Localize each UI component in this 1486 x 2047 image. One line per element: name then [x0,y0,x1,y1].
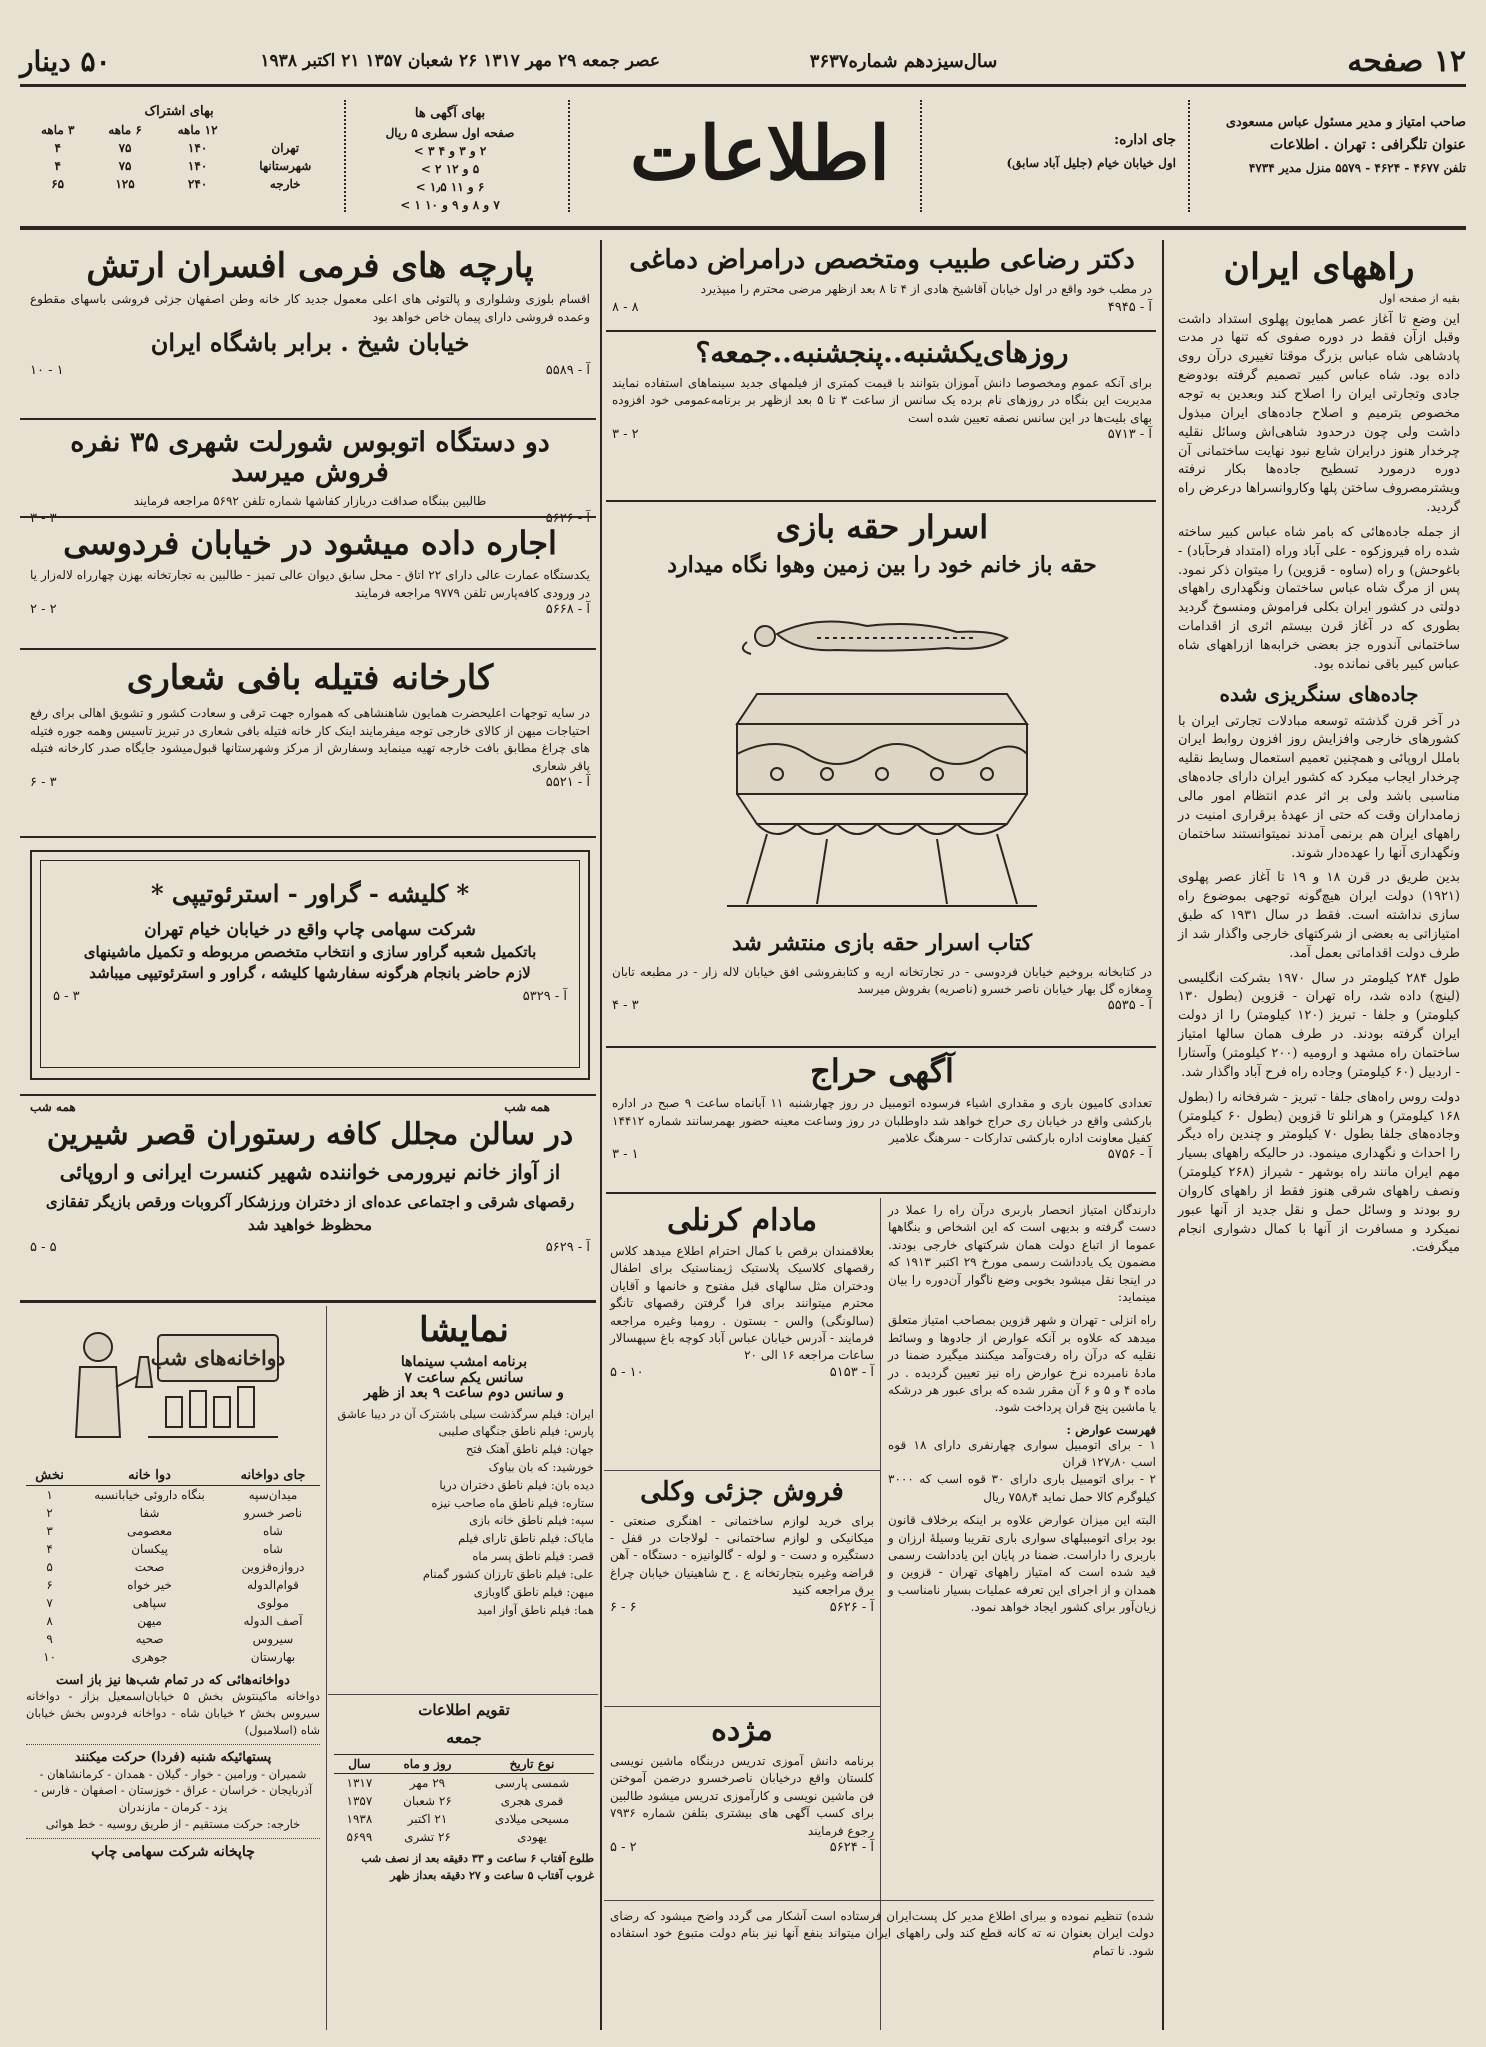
ad-code: آ - ۵۶۲۹ [545,1240,590,1255]
table-row: شهرستانها ۱۴۰ ۷۵ ۴ [54,159,312,173]
ad-title: پارچه های فرمی افسران ارتش [86,246,534,286]
list-item: ۲ - برای اتومبیل باری دارای ۳۰ قوه اسب که ۳۰۰۰ کیلوگرم کالا حمل نماید ۷۵۸٫۴ ریال [888,1472,1156,1504]
ad-text: برای خرید لوازم ساختمانی - اهنگری صنعتی - میکانیکی و لوازم ساختمانی - لولاجات در قفل - دستگیره و دست - و لوله - گالوانیزه - دستگاه - آهن قراضه وغیره بتجارتخانه ع . ح شاهینیان خیابان چراغ برق مراجعه کنید [610,1513,874,1598]
ad-sale [610,1478,874,1615]
list-item: پارس: فیلم ناطق جنگهای صلیبی [438,1424,594,1439]
subs-title: بهای اشتراک [144,104,214,119]
ad-auction [612,1054,1152,1162]
article-paragraph: در آخر قرن گذشته توسعه مبادلات تجارتی ایران با کشورهای خارجی وافزایش روز افزون روابط ایران باملل اروپائی و همچنین تعمیم استعمال وسایط نقلیه چرخدار ایجاب میکرد که کشور ایران دارای جاده‌های مناسبی باشد ولی بر اثر عدم انتظام امور مالی زمامداران وقت که حتی از عهدهٔ برقراری امنیت در راههای ایران هم برنمی آمدند نمیتوانستند ساختمان ونگهداری آنها را عهده‌دار شوند. [1178,713,1460,861]
ad-title: مژده [711,1713,773,1748]
ad-code-row [30,775,590,790]
pharmacy-section [26,1312,320,1861]
cinema-listings [334,1312,594,1619]
ad-code: آ - ۵۶۶۸ [545,601,590,617]
magic-illustration [612,589,1152,919]
ad-text: تعدادی کامیون باری و مقداری اشیاء فرسوده اتومبیل در روز چهارشنبه ۱۱ آبانماه ساعت ۹ صبح در اداره بارکشی واقع در خیابان ری حراج خواهد شد داوطلبان در روز وساعت معینه حضور بهمرسانند شماره ۱۴۴۱۲ کفیل معاونت اداره بارکشی تدارکات - سرهنگ علامیر [612,1096,1152,1145]
ad-code: آ - ۵۳۲۹ [522,989,567,1005]
ad-code-row [30,363,590,378]
calendar [334,1702,594,1882]
sunrise-text: طلوع آفتاب ۶ ساعت و ۳۳ دقیقه بعد از نصف شب [361,1852,594,1866]
article-subtitle: بقیه از صفحه اول [1379,291,1460,305]
ad-kernel [610,1204,874,1380]
ad-title: روزهای‌یکشنبه..پنجشنبه..جمعه؟ [695,336,1069,369]
ad-code: آ - ۵۶۲۶ [545,510,590,526]
list-title: فهرست عوارض : [1066,1422,1156,1437]
table-head: نوع تاریخ [509,1757,555,1772]
list-item: قصر: فیلم ناطق پسر ماه [472,1549,594,1564]
section-text: شمیران - ورامین - خوار - گیلان - همدان - کرمانشاهان - آذربایجان - خراسان - عراق - خوزستان - اصفهان - فارس - یزد - کرمان - مازندران [33,1766,313,1814]
ad-code: آ - ۵۶۲۴ [829,1839,874,1855]
logo [610,96,910,212]
ad-wick-factory [30,660,590,790]
table-row: مولوی سپاهی ۷ [46,1596,289,1610]
logo-text: اطلاعات [630,111,890,197]
office-title: جای اداره: [1113,132,1176,148]
ad-code: آ - ۵۵۳۵ [1107,998,1152,1014]
subs-head: ۱۲ ماهه [177,123,218,137]
ad-title: کارخانه فتیله بافی شعاری [126,658,494,698]
ad-code: آ - ۴۹۴۵ [1107,299,1152,315]
ad-text: لازم حاضر بانجام هرگونه سفارشها کلیشه ، گراور و استرئوتیپی میباشد [89,963,531,982]
table-head: دوا خانه [128,1468,171,1483]
ad-num: ۱ - ۱۰ [30,362,64,378]
article-paragraph: البته این میزان عوارض علاوه بر اینکه برخلاف قانون بود برای اتومبیلهای سواری باری تقریبا وسیلهٔ ارزان و باربری را داراست. ضمنا در پایان این یادداشت رسمی قید شده است که امتیاز راههای تهران - قزوین و همدان و از اجرای این تعرفه عملیات بسیار نامناسب و زیان‌آور برای کشور ایجاد خواهد نمود. [888,1513,1156,1615]
ad-good-news [610,1714,874,1855]
section-title: نمایشا [419,1310,509,1350]
table-row: بهارستان جوهری ۱۰ [43,1650,296,1664]
table-row: ناصر خسرو شفا ۲ [46,1506,303,1520]
ad-rate-line: ۲ و ۳ و ۴ ۳ > [413,143,487,158]
list-item: میهن: فیلم ناطق گاوبازی [473,1584,594,1599]
ad-code-row [610,1365,874,1380]
office-block [946,128,1176,175]
table-row: سیروس صحیه ۹ [46,1632,294,1646]
section-subtitle: پستهائیکه شنبه (فردا) حرکت میکنند [74,1750,272,1766]
ad-code-row [30,1240,590,1255]
table-row: شمسی پارسی ۲۹ مهر ۱۳۱۷ [346,1776,570,1791]
list-item: دیده بان: فیلم ناطق دختران دریا [439,1477,594,1492]
ad-title: اسرار حقه بازی [775,508,989,546]
pharmacist-drawing [58,1317,288,1457]
table-row: قوام‌الدوله خیر خواه ۶ [46,1578,299,1592]
ad-num: ۱۰ - ۵ [610,1364,644,1380]
ad-text: برای آنکه عموم ومخصوصا دانش آموزان بتوانند با قیمت کمتری از فیلمهای جدید سینماهای استفاده نمایند مدیریت این بنگاه در روزهای نام برده یک سانس از ساعت ۳ تا ۵ بعد ازظهر بر برنامه‌عمومی خود افزوده بهای بلیت‌ها در این سانس نصفه تعیین شده است [612,375,1153,425]
ad-text: شرکت سهامی چاپ واقع در خیابان خیام تهران [144,920,476,941]
section-subtitle: سانس یکم ساعت ۷ [404,1369,524,1386]
subs-head: ۳ ماهه [40,123,75,137]
ad-num: ۲ - ۲ [30,601,57,617]
ad-rate-line: ۵ و ۱۲ ۲ > [420,161,480,176]
ad-subtitle: حقه باز خانم خود را بین زمین وهوا نگاه میدارد [667,552,1097,579]
article-paragraph: شده) تنظیم نموده و ببرای اطلاع مدیر کل پست‌ایران فرستاده است آشکار می گردد واضح میشود که رضای دولت ایران بعنوان نه ته کانه قطع کند ولی راههای ایران میتواند بنفع آنها نیز بنام دولت متبوع خود استفاده شود. نا تمام [610,1909,1154,1958]
ad-num: ۳ - ۶ [30,774,57,790]
year-issue: سال‌سیزدهم شماره۳۶۳۷ [809,50,998,72]
table-row: میدان‌سپه بنگاه داروئی خیابانسبه ۱ [46,1488,298,1502]
ad-num: ۲ - ۵ [610,1839,637,1855]
ad-code-row [612,998,1152,1013]
issue-date: عصر جمعه ۲۹ مهر ۱۳۱۷ ۲۶ شعبان ۱۳۵۷ ۲۱ اکتبر ۱۹۳۸ [260,51,660,71]
ad-title: دکتر رضاعی طبیب ومتخصص درامراض دماغی [629,245,1135,275]
ad-rate-line: صفحه اول سطری ۵ ریال [385,125,515,140]
ad-code-row [30,602,590,617]
article-paragraph: طول ۲۸۴ کیلومتر در سال ۱۹۷۰ بشرکت انگلیسی (لینچ) داده شد، راه تهران - قزوین (بطول ۱۳۰ کیلومتر) و جلفا - تبریز (۱۲۰ کیلومتر) را از دولت ایران گرفته بودند. در طرف همان سالها امتیاز ساختمان راه مشهد و ارومیه (۲۰۰ کیلومتر) وآستارا - اردبیل (۶۰ کیلومتر) وجاده راه فرح آباد واگذار شد. [1178,970,1461,1080]
ad-text: در کتابخانه بروخیم خیابان فردوسی - در تجارتخانه اریه و کتابفروشی افق خیابان لاله زار - در مطبعه تابان ومغازه گل بهار خیابان ناصر خسرو (ناصریه) بفروش میرسد [612,964,1152,996]
list-item: مایاک: فیلم ناطق تارای فیلم [458,1531,594,1546]
list-item: علی: فیلم ناطق تارزان کشور گمنام [422,1566,594,1581]
ad-rate-line: ۶ و ۱۱ ۱٫۵ > [415,179,485,194]
table-head: سال [348,1757,371,1772]
article-paragraph: بدین طریق در قرن ۱۸ و ۱۹ تا آغاز عصر پهلوی (۱۹۲۱) دولت ایران هیچ‌گونه توجهی بموضوع راه سازی نداشته است. فقط در سال ۱۹۳۱ که طبق امتیازاتی به بعضی از شرکتهای خارجی واگذار شد از طرف دولت اقداماتی بعمل آمد. [1178,870,1461,961]
ad-text: برنامه دانش آموزی تدریس دربنگاه ماشین نویسی کلستان واقع درخیابان ناصرخسرو درضمن آموختن فن ماشین نویسی و کارآموزی تدریس میشود طالبین برای کسب آگهی های بیشتری بتلفن شماره ۷۹۳۶ رجوع فرمایند [610,1754,874,1838]
ad-num: ۲ - ۳ [612,426,639,442]
section-text: خارجه: حرکت مستقیم - از طریق روسیه - خط هوائی [45,1816,301,1831]
ad-code-row [612,427,1152,442]
ad-title: دو دستگاه اتوبوس شورلت شهری ۳۵ نفره فروش میرسد [70,427,550,488]
list-item: ۱ - برای اتومبیل سواری چهارنفری دارای ۱۸ قوه اسب ۱۲۷٫۸۰ قران [888,1437,1156,1470]
list-item: خورشید: که بان بیاوک [488,1460,594,1474]
table-row: مسیحی میلادی ۲۱ اکتبر ۱۹۳۸ [346,1812,570,1827]
cafe-tags [30,1100,590,1114]
ad-num: ۵ - ۵ [30,1240,57,1255]
ad-subtitle: کتاب اسرار حقه بازی منتشر شد [731,930,1033,957]
ad-num: ۱ - ۳ [612,1147,639,1163]
ad-code-row [610,1840,874,1855]
table-head: نخش [35,1468,64,1483]
ad-title: * کلیشه - گراور - استرئوتیپی * [150,879,470,908]
ad-num: ۳ - ۵ [53,989,80,1005]
ad-cinema-notice [612,338,1152,442]
ad-code: آ - ۵۵۲۱ [545,774,590,790]
ad-cliche [30,850,590,1080]
price: ۵۰ دینار [20,44,111,78]
section-text: دواخانه ماکینتوش بخش ۵ خیابان‌اسمعیل بزاز - دواخانه سیروس بخش ۲ خیابان شاه - دواخانه فردوس بخش خیابان شاه (اسلامبول) [26,1689,321,1737]
ad-num: ۸ - ۸ [612,299,639,315]
ad-text: رقصهای شرقی و اجتماعی عده‌ای از دختران ورزشکار آکروبات ورقص بازیگر تفقازی محظوظ خواهید شد [45,1193,575,1234]
ad-bus [30,428,590,526]
article-end [610,1908,1154,1960]
ad-code: آ - ۵۶۲۶ [829,1599,874,1615]
ad-title: در سالن مجلل کافه رستوران قصر شیرین [46,1117,574,1152]
ad-text: یکدستگاه عمارت عالی دارای ۲۲ اتاق - محل سابق دیوان عالی تمیز - طالبین به تجارتخانه بهزن چهارراه لاله‌زار یا در ورودی کافه‌پارس تلفن ۹۷۷۹ مراجعه فرمایند [30,568,590,600]
ad-text: در مطب خود واقع در اول خیابان آقاشیخ هادی از ۴ تا ۸ بعد ازظهر مرضی محترم را میپذیرد [700,281,1152,296]
article-paragraph: دولت روس راه‌های جلفا - تبریز - شرفخانه را (بطول ۱۶۸ کیلومتر) و هرانلو تا قزوین (بطول ۶۰ کیلومتر) وجاده‌های جلفا بطول ۷۰ کیلومتر و چندین راه دیگر را احداث و نگهداری مینمود. در حالیکه راههای بسیار مهم ایران مانند راه بوشهر - شیراز (۲۶۸ کیلومتر) ونصف راههای شرقی هنوز فقط از راههای کاروان رو بودند و وسائل حمل و نقل جدید از آنها عبور نمیکرد و مسافرت از آنها با کمال دشواری انجام میگرفت. [1178,1089,1460,1256]
article-paragraph: دارندگان امتیاز انحصار باربری درآن راه را عملا در دست گرفته و بدیهی است که این اشخاص و بنگاهها عموما از اتباع دولت همان شرکتهای خارجی بودند. مضمون یک یادداشت رسمی مورخ ۲۹ اکتبر ۱۹۱۳ که در اینجا نقل میشود بخوبی وضع ناگوار آن‌دوره را بیان مینماید: [888,1203,1156,1304]
list-item: ستاره: فیلم ناطق ماه صاحب نیزه [431,1495,594,1510]
ad-text: در سایه توجهات اعلیحضرت همایون شاهنشاهی که همواره جهت ترقی و سعادت کشور و تشویق اهالی برای رفع احتیاجات میهن از کالای خارجی توجه میفرمایند اینک کار خانه فتیله بافی شعاری در تبریز تاسیس وهمه جوره فتیله های چراغ مطابق بافت خارجه تهیه مینماید وسفارش از مرکز وشهرستانها قبول‌میشود جایگاه صدر کارخانه فتیله پاقر شعاری [30,706,590,773]
ad-code-row [612,1147,1152,1162]
section-subtitle: برنامه امشب سینماها [400,1354,528,1371]
ad-doctor [612,246,1152,315]
list-item: سپه: فیلم ناطق خانه بازی [469,1513,594,1528]
article-title: راههای ایران [1223,246,1415,288]
section-subtitle: و سانس دوم ساعت ۹ بعد از ظهر [364,1385,564,1402]
levitation-drawing [717,594,1047,914]
ad-text: طالبین ببنگاه صداقت دربازار کفاشها شماره تلفن ۵۶۹۲ مراجعه فرمایند [133,494,487,509]
ad-tag: همه شب [30,1100,76,1114]
table-row: قمری هجری ۲۶ شعبان ۱۳۵۷ [346,1794,564,1809]
ad-num: ۳ - ۳ [30,510,57,526]
list-item: ایران: فیلم سرگذشت سیلی باشترک آن در دیبا عاشق [337,1406,594,1421]
ad-num: ۳ - ۴ [612,998,639,1014]
ad-code-row [53,989,567,1004]
ad-code: آ - ۵۱۵۳ [829,1364,874,1380]
sunset-text: غروب آفتاب ۵ ساعت و ۲۷ دقیقه بعداز ظهر [390,1869,594,1883]
ad-title: فروش جزئی وکلی [640,1477,844,1507]
subscription-rates [24,104,334,193]
office-address: اول خیابان خیام (جلیل آباد سابق) [1006,156,1176,171]
table-row: شاه معصومی ۳ [46,1524,283,1538]
pharmacy-sign: دواخانه‌های شب [150,1346,286,1370]
table-row: یهودی ۲۶ تشری ۵۶۹۹ [346,1830,547,1845]
masthead-bar [20,44,1466,78]
ad-title: اجاره داده میشود در خیابان فردوسی [63,524,557,562]
ad-code-row [610,1600,874,1615]
ad-title: مادام کرنلی [666,1203,818,1238]
ad-rates [350,104,550,214]
pharmacy-illustration [26,1312,320,1462]
ad-magic-book [612,510,1152,1013]
ad-title: آگهی حراج [810,1052,954,1090]
calendar-table [334,1754,594,1846]
list-item: هما: فیلم ناطق آواز امید [477,1602,594,1617]
pharmacy-table [26,1466,320,1666]
ad-code: آ - ۵۵۸۹ [545,362,590,378]
ad-rates-title: بهای آگهی ها [414,106,486,121]
list-item: جهان: فیلم ناطق آهنک فتح [465,1442,594,1457]
ad-tag: همه شب [504,1100,550,1114]
subs-head: ۶ ماهه [108,123,142,137]
ad-num: ۶ - ۶ [610,1599,637,1615]
publisher-line: چاپخانه شرکت سهامی چاپ [91,1844,255,1861]
ad-uniform [30,248,590,378]
table-row: آصف الدوله میهن ۸ [46,1614,303,1628]
table-row: خارجه ۲۴۰ ۱۲۵ ۶۵ [51,177,301,191]
section-subtitle: دواخانه‌هائی که در تمام شب‌ها نیز باز است [56,1673,290,1688]
ad-text: بعلاقمندان برقص با کمال احترام اطلاع میدهد کلاس رقصهای کلاسیک پلاستیک ژیمناستیک برای اطفال ودختران مثل سالهای قبل مفتوح و خانمها و آقایان محترم میتوانند برای فرا گرفتن رقصهای تانگو (سالونگی) والس - بستون . رومبا وغیره مراجعه فرمایند - آدرس خیابان عباس آباد کوچه باغ سپهسالار ساعات مراجعه ۱۶ الی ۲۰ [610,1244,874,1363]
ad-text: باتکمیل شعبه گراور سازی و انتخاب متخصص مربوطه و تکمیل ماشینهای [83,943,537,962]
article-paragraph: راه انزلی - تهران و شهر قزوین بمصاحب امتیاز متعلق میدهد که علاوه بر آنکه عوارض از جادوها و وسائط نقلیه که درآن راه رفت‌وآمد میکنند میگیرد ضمنا در مادهٔ نامبرده نرخ عوارض راه نیز تعیین گردیده . در ماده ۴ و ۵ و ۶ آن مقرر شده که برای عبور هر درشکه یا ماشین پنج قران پرداخت شود. [888,1313,1156,1415]
table-row: دروازه‌قزوین صحت ۵ [46,1560,305,1574]
owner-block [1211,112,1466,178]
article-subheading: جاده‌های سنگریزی شده [1219,681,1419,706]
table-row: شاه پیکسان ۴ [46,1542,283,1556]
table-head: جای دواخانه [240,1468,306,1483]
telegraph-line: عنوان تلگرافی : تهران . اطلاعات [1269,137,1466,154]
ad-code-row [612,300,1152,315]
ad-cafe [30,1100,590,1255]
article-roads-cont [888,1202,1156,1617]
calendar-day: جمعه [446,1727,482,1747]
table-head: روز و ماه [403,1757,452,1772]
article-iran-roads [1178,248,1460,1258]
article-paragraph: این وضع تا آغاز عصر همایون پهلوی استداد داشت وقبل ازآن فقط در دوره صفوی که تنها در مدت پادشاهی شاه عباس بزرگ موقتا تغییری درآن روی داده بود. شاه عباس کبیر تصمیم گرفته بودوضع جادی وتجارتی ایران را اصلاح کند وبعدین به توجه مخصوص بترمیم و اصلاح جاده‌های ایران مبذول داشت ولی چون درحدود شاهی‌اش وسائل نقلیه چرخدار هنوز درایران شایع نبود نهایت ساختمانی آن دوره درمورد تسطیح جاده‌ها بکار نرفته ویشترمصروف ساختن پلها وکاروانسراها درعرض راه گردید. [1178,311,1460,516]
ad-address: خیابان شیخ . برابر باشگاه ایران [150,328,470,358]
article-paragraph: از جمله جاده‌هائی که بامر شاه عباس کبیر ساخته شده راه فیروزکوه - علی آباد وراه (امتداد فرحآباد) - باغوحش) و راه (ساوه - قزوین) را میتوان ذکر نمود. پس از مرگ شاه عباس ساختمان ونگهداری راههای دولتی در کشور ایران بکلی فراموش ومنسوخ گردید بطوری که در آغاز قرن بیستم اثری از اقدامات ساختمانی آندوره جز بعضی خرابه‌ها ازراههای شاه عباس کبیر باقی نمانده بود. [1178,524,1460,672]
owner-line: صاحب امتیاز و مدیر مسئول عباس مسعودی [1225,115,1466,130]
ad-code: آ - ۵۷۵۶ [1107,1147,1152,1163]
ad-rent [30,526,590,617]
ad-text: اقسام بلوزی وشلواری و پالتوئی های اعلی معمول جدید کار خانه وطن اصفهان جزئی فروشی باسهای مقطوع وعمده فروشی دارای پیمان خاص خواهد بود [30,292,590,324]
ad-code: آ - ۵۷۱۳ [1107,426,1152,442]
ad-subtitle: از آواز خانم نیرورمی خواننده شهیر کنسرت ایرانی و اروپائی [59,1160,561,1184]
page-number: ۱۲ صفحه [1347,43,1466,79]
section-title: تقویم اطلاعات [418,1701,510,1719]
subs-table [24,121,334,193]
ad-rate-line: ۷ و ۸ و ۹ و ۱۰ ۱ > [400,197,500,212]
table-row: تهران ۱۴۰ ۷۵ ۴ [54,141,300,155]
phone-line: تلفن ۴۶۷۷ - ۴۶۲۴ - ۵۵۷۹ منزل مدیر ۴۷۳۴ [1248,160,1466,175]
